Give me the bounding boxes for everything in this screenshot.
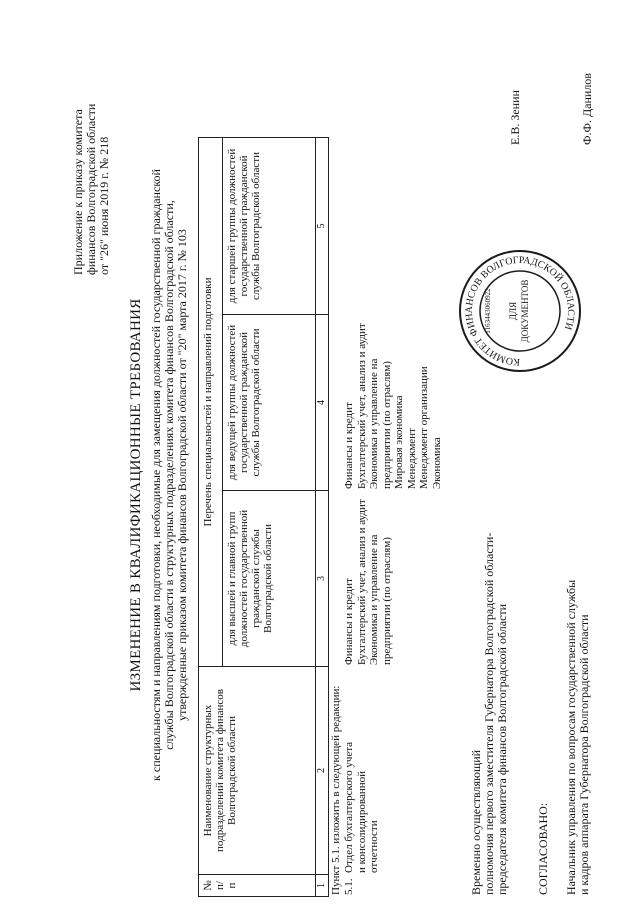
document-subtitle xyxy=(150,155,189,795)
document-title: ИЗМЕНЕНИЕ В КВАЛИФИКАЦИОННЫЕ ТРЕБОВАНИЯ xyxy=(128,298,144,692)
subtitle-line: утвержденные приказом комитета финансов Волгоградской области от "20" марта 2017 г. № 103 xyxy=(175,229,189,721)
column-numbers-row xyxy=(315,137,329,897)
signature-block-2 xyxy=(565,435,591,895)
subtitle-line: службы Волгоградской области в структурных подразделениях комитета финансов Волгоградской области, xyxy=(162,200,176,750)
header-dept: Наименование структурных подразделений комитета финансов Волгоградской области xyxy=(199,667,315,875)
column-number: 1 xyxy=(316,875,328,897)
agreed-label: СОГЛАСОВАНО: xyxy=(536,802,550,895)
seal-center-line1: ДЛЯ xyxy=(508,301,518,321)
seal-ring-text: КОМИТЕТ ФИНАНСОВ ВОЛГОГРАДСКОЙ ОБЛАСТИ xyxy=(463,254,577,368)
signature-block-1 xyxy=(470,435,509,895)
signature-line: и кадров аппарата Губернатора Волгоградской области xyxy=(577,614,591,895)
appendix-note xyxy=(72,35,111,275)
row-num: 5.1. xyxy=(343,878,355,895)
signatory-name-1: Е.В. Зенин xyxy=(508,90,522,145)
header-col3: для высшей и главной групп должностей государственной гражданской службы Волгоградской области xyxy=(223,491,315,667)
header-group: Перечень специальностей и направлений подготовки xyxy=(199,137,223,667)
header-num: № п/п xyxy=(199,875,315,897)
signature-line: председателя комитета финансов Волгоградской области xyxy=(495,603,509,895)
header-col4: для ведущей группы должностей государственной гражданской службы Волгоградской области xyxy=(223,315,315,491)
appendix-line: от "26" июня 2019 г. № 218 xyxy=(97,136,111,275)
appendix-line: финансов Волгоградской области xyxy=(84,103,98,275)
row-col4: Финансы и кредит Бухгалтерский учет, анализ и аудит Экономика и управление на предприятии (по отраслям) Мировая экономика Менеджмент Менеджмент организации Экономика xyxy=(343,323,443,489)
column-number: 4 xyxy=(316,315,328,491)
signature-line: Временно осуществляющий xyxy=(469,749,483,895)
column-number: 2 xyxy=(316,667,328,875)
table-subheader-row xyxy=(223,137,315,897)
header-col5: для старшей группы должностей государственной гражданской службы Волгоградской области xyxy=(223,137,315,315)
row-dept: Отдел бухгалтерского учета и консолидированной отчетности xyxy=(343,741,380,873)
signature-line: полномочия первого заместителя Губернатора Волгоградской области- xyxy=(482,532,496,895)
seal-center-line2: ДОКУМЕНТОВ xyxy=(520,279,530,343)
amendment-note: Пункт 5.1. изложить в следующей редакции: xyxy=(330,685,342,895)
official-seal-icon xyxy=(456,247,584,375)
column-number: 5 xyxy=(316,137,328,315)
signatory-name-2: Ф.Ф. Данилов xyxy=(580,73,594,145)
requirements-table xyxy=(198,137,493,897)
table-header-row xyxy=(198,137,238,897)
subtitle-line: к специальностям и направлениям подготовки, необходимые для замещения должностей государственной гражданской xyxy=(149,169,163,781)
signature-line: Начальник управления по вопросам государственной службы xyxy=(564,579,578,895)
column-number: 3 xyxy=(316,491,328,667)
seal-number: 1163443060922 xyxy=(484,288,492,334)
appendix-line: Приложение к приказу комитета xyxy=(71,109,85,275)
row-col3: Финансы и кредит Бухгалтерский учет, анализ и аудит Экономика и управление на предприятии (по отраслям) xyxy=(343,499,393,665)
